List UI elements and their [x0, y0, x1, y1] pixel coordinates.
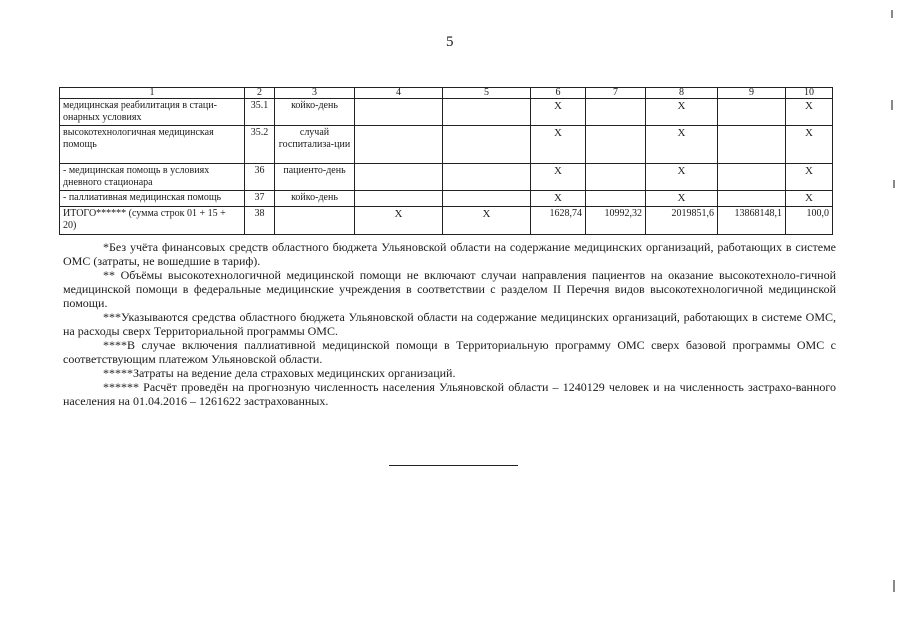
scan-edge-mark: [893, 580, 895, 592]
table-cell: [355, 164, 443, 191]
row-name-cell: медицинская реабилитация в стаци-онарных условиях: [60, 99, 245, 126]
row-name-cell: ИТОГО****** (сумма строк 01 + 15 + 20): [60, 207, 245, 235]
row-name-cell: высокотехнологичная медицинская помощь: [60, 126, 245, 164]
table-cell: [586, 164, 646, 191]
table-cell: Х: [646, 164, 718, 191]
footnote: ****** Расчёт проведён на прогнозную численность населения Ульяновской области – 1240129 человек и на численность застрахо-ванного населения на 01.04.2016 – 1261622 застрахованных.: [63, 380, 836, 408]
table-cell: 1628,74: [531, 207, 586, 235]
table-cell: [586, 99, 646, 126]
table-cell: 35.2: [245, 126, 275, 164]
column-header: 6: [531, 88, 586, 99]
footnote: ** Объёмы высокотехнологичной медицинской помощи не включают случаи направления пациентов на оказание высокотехноло-гичной медицинской помощи в федеральные медицинские учреждения в соответствии с разделом II Перечня видов высокотехнологичной медицинской помощи.: [63, 268, 836, 310]
scan-edge-mark: [893, 180, 895, 188]
footnote: ***Указываются средства областного бюджета Ульяновской области на содержание медицинских организаций, работающих в системе ОМС, на расходы сверх Территориальной программы ОМС.: [63, 310, 836, 338]
column-header: 3: [275, 88, 355, 99]
table-row: [60, 207, 833, 235]
table-cell: [355, 99, 443, 126]
table-cell: Х: [786, 191, 833, 207]
table-cell: пациенто-день: [275, 164, 355, 191]
table-cell: 10992,32: [586, 207, 646, 235]
table-cell: [443, 126, 531, 164]
table-cell: Х: [531, 126, 586, 164]
table-cell: Х: [646, 99, 718, 126]
column-header: 7: [586, 88, 646, 99]
table-cell: [275, 207, 355, 235]
table-cell: Х: [355, 207, 443, 235]
table-cell: койко-день: [275, 99, 355, 126]
table-cell: случай госпитализа-ции: [275, 126, 355, 164]
column-header: 8: [646, 88, 718, 99]
table-cell: Х: [531, 191, 586, 207]
column-header: 1: [60, 88, 245, 99]
table-cell: [718, 99, 786, 126]
table-cell: [443, 164, 531, 191]
table-cell: [355, 191, 443, 207]
scan-edge-mark: [891, 100, 893, 110]
footnote: *****Затраты на ведение дела страховых медицинских организаций.: [103, 366, 456, 380]
table-cell: Х: [786, 164, 833, 191]
table-cell: Х: [531, 164, 586, 191]
table-cell: Х: [786, 126, 833, 164]
table-cell: [586, 126, 646, 164]
table-cell: Х: [786, 99, 833, 126]
table-row: [60, 164, 833, 191]
table-cell: 36: [245, 164, 275, 191]
table-cell: Х: [443, 207, 531, 235]
footnote: *Без учёта финансовых средств областного бюджета Ульяновской области на содержание медицинских организаций, работающих в системе ОМС (затраты, не вошедшие в тариф).: [63, 240, 836, 268]
footnote: ****В случае включения паллиативной медицинской помощи в Территориальную программу ОМС сверх базовой программы ОМС с соответствующим платежом Ульяновской области.: [63, 338, 836, 366]
table-cell: [586, 191, 646, 207]
table-row: [60, 126, 833, 164]
column-header: 9: [718, 88, 786, 99]
column-header: 2: [245, 88, 275, 99]
table-cell: 35.1: [245, 99, 275, 126]
column-header: 4: [355, 88, 443, 99]
table-cell: 100,0: [786, 207, 833, 235]
table-row: [60, 191, 833, 207]
table-cell: 13868148,1: [718, 207, 786, 235]
table-cell: [718, 164, 786, 191]
table-cell: [355, 126, 443, 164]
scan-edge-mark: [891, 10, 893, 18]
table-cell: [718, 126, 786, 164]
table-cell: [443, 99, 531, 126]
table-row: [60, 99, 833, 126]
table-cell: [718, 191, 786, 207]
footnotes: [63, 240, 836, 408]
table-cell: Х: [646, 126, 718, 164]
column-number-row: [60, 88, 833, 99]
column-header: 5: [443, 88, 531, 99]
table-cell: 2019851,6: [646, 207, 718, 235]
signature-line: [389, 465, 518, 466]
table-cell: Х: [531, 99, 586, 126]
table-cell: Х: [646, 191, 718, 207]
row-name-cell: - медицинская помощь в условиях дневного стационара: [60, 164, 245, 191]
table-cell: койко-день: [275, 191, 355, 207]
row-name-cell: - паллиативная медицинская помощь: [60, 191, 245, 207]
column-header: 10: [786, 88, 833, 99]
table-cell: 38: [245, 207, 275, 235]
table-cell: 37: [245, 191, 275, 207]
volume-cost-table: [59, 87, 833, 235]
page-number: 5: [446, 34, 454, 50]
table-cell: [443, 191, 531, 207]
